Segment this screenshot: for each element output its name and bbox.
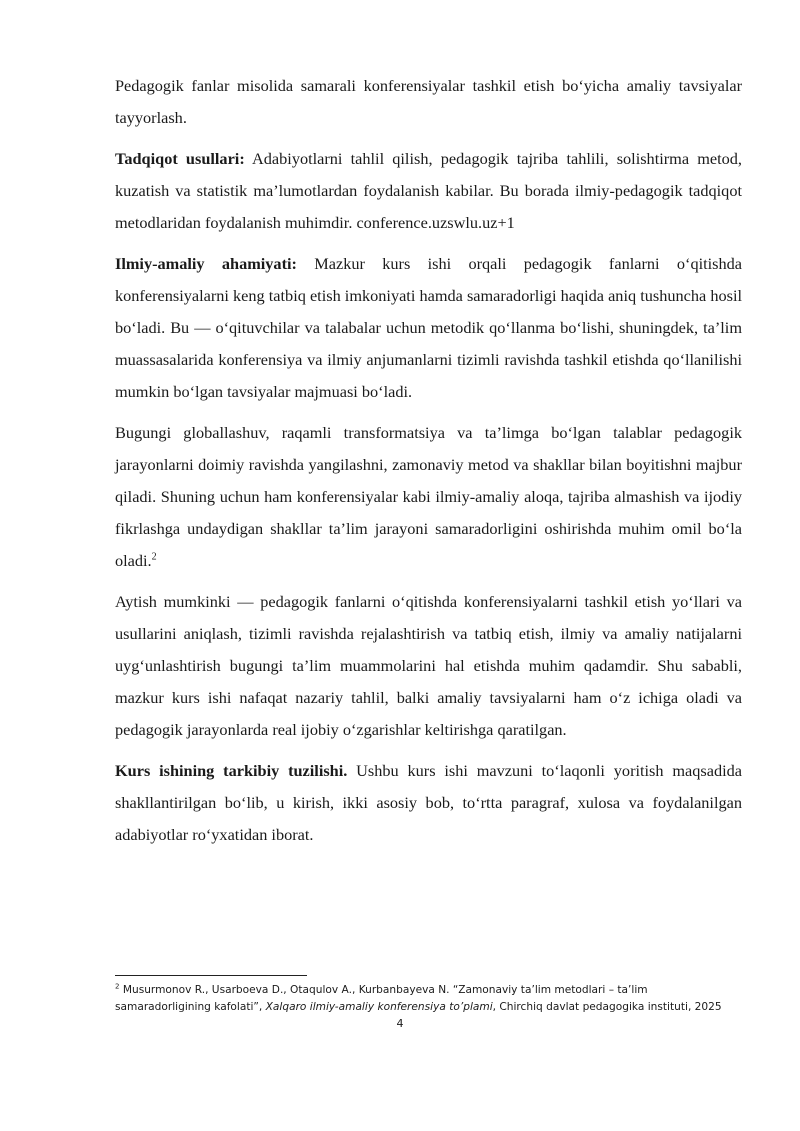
paragraph-globalization [115, 417, 742, 577]
paragraph-research-methods [115, 143, 742, 239]
paragraph-practical-significance [115, 248, 742, 408]
footnote [115, 982, 742, 1016]
footnote-publisher: , Chirchiq davlat pedagogika instituti, 2025 [492, 1001, 722, 1013]
body-text [115, 70, 742, 860]
globalization-text: Bugungi globallashuv, raqamli transformatsiya va ta’limga bo‘lgan talablar pedagogik jarayonlarni doimiy ravishda yangilashni, zamonaviy metod va shakllar bilan boyitishni majbur qiladi. Shuning uchun ham konferensiyalar kabi ilmiy-amaliy aloqa, tajriba almashish va ijodiy fikrlashga undaydigan shakllar ta’lim jarayoni samaradorligini oshirishda muhim omil bo‘la oladi. [115, 423, 742, 570]
structure-text: Ushbu kurs ishi mavzuni to‘laqonli yoritish maqsadida shakllantirilgan bo‘lib, u kirish, ikki asosiy bob, to‘rtta paragraf, xulosa va foydalanilgan adabiyotlar ro‘yxatidan iborat. [115, 761, 742, 844]
paragraph-goal: Pedagogik fanlar misolida samarali konferensiyalar tashkil etish bo‘yicha amaliy tavsiyalar tayyorlash. [115, 76, 742, 127]
research-methods-label: Tadqiqot usullari: [115, 149, 245, 168]
research-methods-text: Adabiyotlarni tahlil qilish, pedagogik tajriba tahlili, solishtirma metod, kuzatish va statistik ma’lumotlardan foydalanish kabilar. Bu borada ilmiy-pedagogik tadqiqot metodlaridan foydalanish muhimdir. conference.uzswlu.uz+1 [115, 149, 742, 232]
footnote-separator [115, 975, 307, 976]
page-number: 4 [396, 1017, 404, 1030]
practical-significance-label: Ilmiy-amaliy ahamiyati: [115, 254, 297, 273]
paragraph-conclusion: Aytish mumkinki — pedagogik fanlarni o‘qitishda konferensiyalarni tashkil etish yo‘llari va usullarini aniqlash, tizimli ravishda rejalashtirish va tatbiq etish, ilmiy va amaliy natijalarni uyg‘unlashtirish bugungi ta’lim muammolarini hal etishda muhim qadamdir. Shu sababli, mazkur kurs ishi nafaqat nazariy tahlil, balki amaliy tavsiyalarni ham o‘z ichiga oladi va pedagogik jarayonlarda real ijobiy o‘zgarishlar keltirishga qaratilgan. [115, 592, 742, 739]
footnote-number: 2 [115, 982, 120, 991]
footnote-reference[interactable]: 2 [151, 551, 157, 563]
practical-significance-text: Mazkur kurs ishi orqali pedagogik fanlarni o‘qitishda konferensiyalarni keng tatbiq etish imkoniyati hamda samaradorligi haqida aniq tushuncha hosil bo‘ladi. Bu — o‘qituvchilar va talabalar uchun metodik qo‘llanma bo‘lishi, shuningdek, ta’lim muassasalarida konferensiya va ilmiy anjumanlarni tizimli ravishda tashkil etishda qo‘llanilishi mumkin bo‘lgan tavsiyalar majmuasi bo‘ladi. [115, 254, 742, 401]
paragraph-structure [115, 755, 742, 851]
footnote-source: Xalqaro ilmiy-amaliy konferensiya to’plami [265, 1001, 493, 1013]
footnote-authors: Musurmonov R., Usarboeva D., Otaqulov A., Kurbanbayeva N. “Zamonaviy ta’lim metodlari – ta’lim samaradorligining kafolati”, [115, 984, 648, 1013]
structure-label: Kurs ishining tarkibiy tuzilishi. [115, 761, 348, 780]
